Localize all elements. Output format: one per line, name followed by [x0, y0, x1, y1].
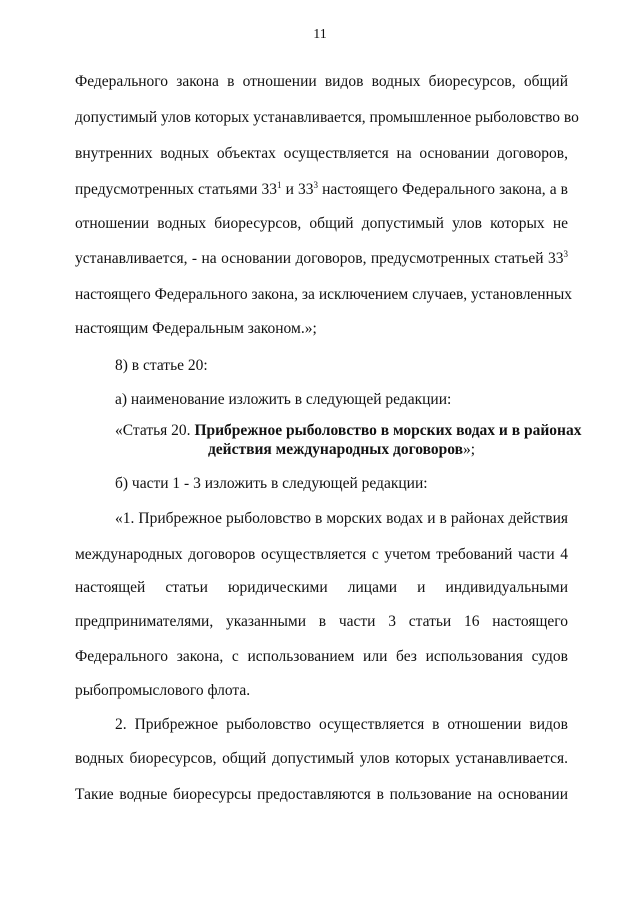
- text-fragment: настоящего Федерального закона, а в: [318, 181, 568, 198]
- superscript: 3: [313, 180, 319, 190]
- list-item-a: а) наименование изложить в следующей редакции:: [115, 391, 452, 408]
- text-line: [75, 181, 568, 199]
- text-line: настоящей статьи юридическими лицами и индивидуальными: [75, 579, 568, 596]
- article-prefix: «Статья 20.: [115, 422, 195, 439]
- text-line: международных договоров осуществляется с учетом требований части 4: [75, 546, 568, 563]
- superscript: 3: [563, 249, 568, 259]
- text-fragment: и 33: [281, 181, 314, 198]
- article-heading-bold: Прибрежное рыболовство в морских водах и в районах: [194, 422, 582, 439]
- text-line: отношении водных биоресурсов, общий допустимый улов которых не: [75, 215, 568, 232]
- text-fragment: предусмотренных статьями 33: [75, 181, 278, 198]
- text-fragment: устанавливается, - на основании договоров, предусмотренных статьей 33: [75, 250, 564, 267]
- text-line: внутренних водных объектах осуществляется на основании договоров,: [75, 145, 568, 162]
- text-line: 2. Прибрежное рыболовство осуществляется в отношении видов: [115, 716, 568, 733]
- text-line: настоящего Федерального закона, за исключением случаев, установленных: [75, 286, 573, 303]
- article-heading-bold: действия международных договоров: [207, 441, 463, 458]
- article-title-line: [115, 422, 582, 440]
- list-item-8: 8) в статье 20:: [115, 357, 208, 374]
- list-item-b: б) части 1 - 3 изложить в следующей редакции:: [115, 475, 428, 492]
- article-title-line: [115, 441, 568, 459]
- text-line: допустимый улов которых устанавливается, промышленное рыболовство во: [75, 109, 579, 126]
- text-line: [75, 250, 568, 268]
- text-line: Такие водные биоресурсы предоставляются в пользование на основании: [75, 786, 568, 803]
- text-line: Федерального закона, с использованием или без использования судов: [75, 648, 568, 665]
- text-line: рыбопромыслового флота.: [75, 682, 251, 699]
- page-number: 11: [313, 27, 327, 42]
- text-line: настоящим Федеральным законом.»;: [75, 320, 317, 337]
- article-suffix: »;: [463, 441, 476, 458]
- superscript: 1: [277, 180, 282, 190]
- text-line: предпринимателями, указанными в части 3 статьи 16 настоящего: [75, 613, 568, 630]
- text-line: водных биоресурсов, общий допустимый улов которых устанавливается.: [75, 750, 568, 767]
- text-line: «1. Прибрежное рыболовство в морских водах и в районах действия: [115, 510, 568, 527]
- text-line: Федерального закона в отношении видов водных биоресурсов, общий: [75, 73, 568, 90]
